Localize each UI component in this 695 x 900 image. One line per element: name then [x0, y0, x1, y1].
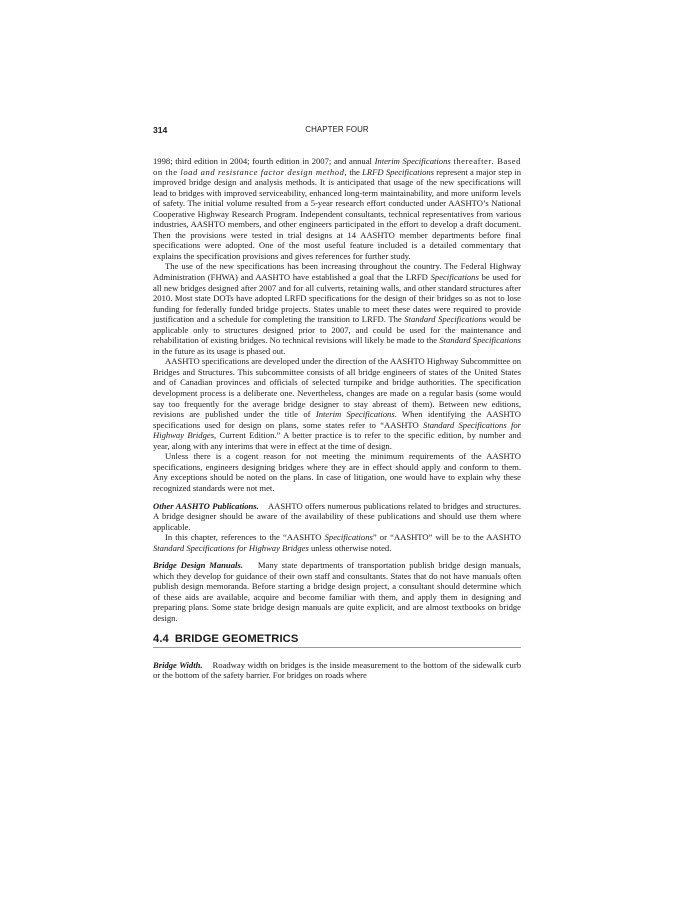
paragraph: In this chapter, references to the “AASHTO Specifications” or “AASHTO” will be to the AASHTO Standard Specifications for Highway Bridges unless otherwise noted.: [153, 532, 521, 553]
chapter-title: CHAPTER FOUR: [305, 125, 369, 134]
runin-heading: Bridge Width.: [153, 659, 203, 670]
section-number: 4.4: [153, 632, 169, 645]
runin-heading: Other AASHTO Publications.: [153, 500, 259, 511]
paragraph: The use of the new specifications has been increasing throughout the country. The Federal Highway Administration (FHWA) and AASHTO have established a goal that the LRFD Specifications be used for all new bridges designed after 2007 and for all culverts, retaining walls, and other standard structures after 2010. Most state DOTs have adopted LRFD specifications for the design of their bridges so as not to lose funding for federally funded bridge projects. States unable to meet these dates were required to provide justification and a schedule for completing the transition to LRFD. The Standard Specifications would be applicable only to structures designed prior to 2007, and could be used for the maintenance and rehabilitation of existing bridges. No technical revisions will likely be made to the Standard Specifications in the future as its usage is phased out.: [153, 261, 521, 356]
body-text: [153, 156, 521, 681]
runin-heading: Bridge Design Manuals.: [153, 560, 243, 571]
paragraph: Other AASHTO Publications. AASHTO offers numerous publications related to bridges and structures. A bridge designer should be aware of the availability of these publications and should use them where applicable.: [153, 500, 522, 532]
section-title: BRIDGE GEOMETRICS: [174, 632, 299, 645]
paragraph: 1998; third edition in 2004; fourth edition in 2007; and annual Interim Specifications thereafter. Based on the load and resistance factor design method, the LRFD Specifications represent a major step in improved bridge design and analysis methods. It is anticipated that usage of the new specifications will lead to bridges with improved serviceability, enhanced long-term maintainability, and more uniform levels of safety. The initial volume resulted from a 5-year research effort conducted under AASHTO’s National Cooperative Highway Research Program. Independent consultants, technical representatives from various industries, AASHTO members, and other engineers participated in the effort to develop a draft document. Then the provisions were tested in trial designs at 14 AASHTO member departments before final specifications were adopted. One of the most useful feature included is a detailed commentary that explains the specification provisions and gives references for further study.: [153, 156, 522, 261]
paragraph: Bridge Design Manuals. Many state departments of transportation publish bridge design manuals, which they develop for guidance of their own staff and consultants. States that do not have manuals often publish design memoranda. Before starting a bridge design project, a consultant should determine which of these aids are available, acquire and become familiar with them, and apply them in designing and preparing plans. Some state bridge design manuals are quite explicit, and are almost textbooks on bridge design.: [153, 560, 521, 623]
paragraph: AASHTO specifications are developed under the direction of the AASHTO Highway Subcommittee on Bridges and Structures. This subcommittee consists of all bridge engineers of states of the United States and of Canadian provinces and officials of selected turnpike and bridge authorities. The specification development process is a deliberate one. Nevertheless, changes are made on a regular basis (some would say too frequently for the average bridge designer to stay abreast of them). Between new editions, revisions are published under the title of Interim Specifications. When identifying the AASHTO specifications used for design on plans, some states refer to “AASHTO Standard Specifications for Highway Bridges, Current Edition.” A better practice is to refer to the specific edition, by number and year, along with any interims that were in effect at the time of design.: [153, 356, 522, 451]
paragraph: Unless there is a cogent reason for not meeting the minimum requirements of the AASHTO specifications, engineers designing bridges where they are in effect should apply and conform to them. Any exceptions should be noted on the plans. In case of litigation, one would have to explain why these recognized standards were not met.: [153, 451, 521, 493]
book-page: [153, 125, 521, 681]
running-head: [153, 125, 521, 139]
paragraph: Bridge Width. Roadway width on bridges is the inside measurement to the bottom of the sidewalk curb or the bottom of the safety barrier. For bridges on roads where: [153, 659, 522, 681]
page-number: 314: [153, 125, 168, 135]
section-heading: [153, 633, 521, 648]
